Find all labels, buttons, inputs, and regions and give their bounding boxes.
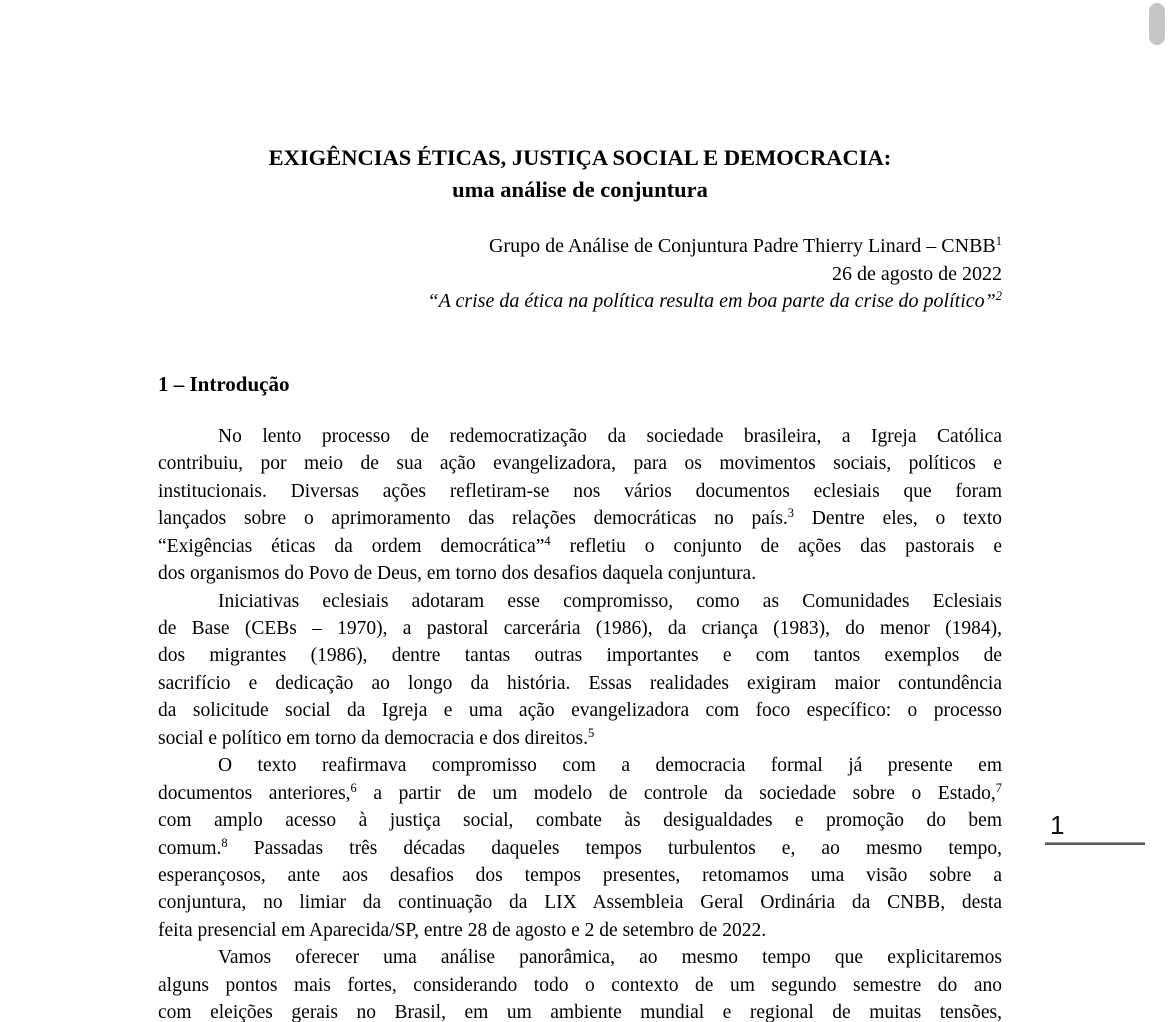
document-title bbox=[158, 142, 1002, 206]
text-line: feita presencial em Aparecida/SP, entre 28 de agosto e 2 de setembro de 2022. bbox=[158, 919, 767, 941]
text-line: com eleições gerais no Brasil, em um ambiente mundial e regional de muitas tensões, bbox=[158, 1002, 1002, 1022]
text-line: No lento processo de redemocratização da sociedade brasileira, a Igreja Católica bbox=[218, 425, 1002, 447]
footnote-ref: 2 bbox=[995, 289, 1002, 304]
text-line: social e político em torno da democracia e dos direitos.$^5$ bbox=[158, 725, 595, 749]
section-heading: 1 – Introdução bbox=[158, 371, 290, 396]
title-line-1: EXIGÊNCIAS ÉTICAS, JUSTIÇA SOCIAL E DEMOCRACIA: bbox=[268, 145, 892, 170]
footnote-ref: 1 bbox=[995, 234, 1002, 248]
byline-line: “A crise da ética na política resulta em boa parte da crise do político”$^2$ bbox=[427, 289, 1002, 313]
scrollbar-thumb[interactable] bbox=[1149, 3, 1165, 45]
text-line: “Exigências éticas da ordem democrática”$^4$ refletiu o conjunto de ações das pastorais e bbox=[158, 533, 1002, 557]
footnote-ref: 4 bbox=[544, 533, 551, 548]
text-line: Iniciativas eclesiais adotaram esse compromisso, como as Comunidades Eclesiais bbox=[218, 590, 1002, 612]
paragraph bbox=[158, 423, 1002, 588]
document-page bbox=[158, 0, 1002, 1022]
text-line: sacrifício e dedicação ao longo da história. Essas realidades exigiram maior contundência bbox=[158, 672, 1002, 694]
text-line: alguns pontos mais fortes, considerando todo o contexto de um segundo semestre do ano bbox=[158, 974, 1002, 996]
text-line: conjuntura, no limiar da continuação da LIX Assembleia Geral Ordinária da CNBB, desta bbox=[158, 892, 1002, 914]
text-line: com amplo acesso à justiça social, combate às desigualdades e promoção do bem bbox=[158, 810, 1002, 832]
text-line: dos organismos do Povo de Deus, em torno dos desafios daquela conjuntura. bbox=[158, 563, 757, 585]
title-line-2: uma análise de conjuntura bbox=[452, 177, 708, 202]
paragraph bbox=[158, 588, 1002, 753]
footnote-ref: 8 bbox=[221, 835, 228, 850]
byline-line: Grupo de Análise de Conjuntura Padre Thierry Linard – CNBB$^1$ bbox=[488, 234, 1002, 257]
text-line: Vamos oferecer uma análise panorâmica, ao mesmo tempo que explicitaremos bbox=[218, 947, 1002, 969]
text-line: comum.$^8$ Passadas três décadas daqueles tempos turbulentos e, ao mesmo tempo, bbox=[158, 835, 1002, 859]
footnote-ref: 3 bbox=[787, 506, 795, 521]
byline-line: 26 de agosto de 2022 bbox=[832, 262, 1002, 285]
footnote-page-number: 1 bbox=[1050, 810, 1065, 840]
text-line: da solicitude social da Igreja e uma ação evangelizadora com foco específico: o processo bbox=[158, 700, 1002, 722]
footnote-ref: 5 bbox=[587, 725, 595, 740]
text-line: O texto reafirmava compromisso com a democracia formal já presente em bbox=[218, 755, 1002, 777]
text-line: de Base (CEBs – 1970), a pastoral carcerária (1986), da criança (1983), do menor (1984), bbox=[158, 617, 1002, 639]
footnote-ref: 7 bbox=[995, 780, 1002, 795]
margin-note bbox=[1045, 812, 1145, 845]
text-line: dos migrantes (1986), dentre tantas outras importantes e com tantos exemplos de bbox=[158, 645, 1002, 667]
footnote-separator-line bbox=[1045, 842, 1145, 845]
text-line: lançados sobre o aprimoramento das relações democráticas no país.$^3$ Dentre eles, o texto bbox=[158, 506, 1002, 530]
footnote-ref: 6 bbox=[350, 780, 357, 795]
byline bbox=[158, 233, 1002, 316]
paragraph bbox=[158, 752, 1002, 944]
text-line: institucionais. Diversas ações refletiram-se nos vários documentos eclesiais que foram bbox=[158, 480, 1002, 502]
text-line: documentos anteriores,$^6$ a partir de um modelo de controle da sociedade sobre o Estado,$^7$ bbox=[158, 780, 1002, 804]
text-line: esperançosos, ante aos desafios dos tempos presentes, retomamos uma visão sobre a bbox=[158, 865, 1002, 887]
paragraph bbox=[158, 944, 1002, 1022]
document-body bbox=[158, 423, 1002, 1022]
text-line: contribuiu, por meio de sua ação evangelizadora, para os movimentos sociais, políticos e bbox=[158, 453, 1002, 475]
